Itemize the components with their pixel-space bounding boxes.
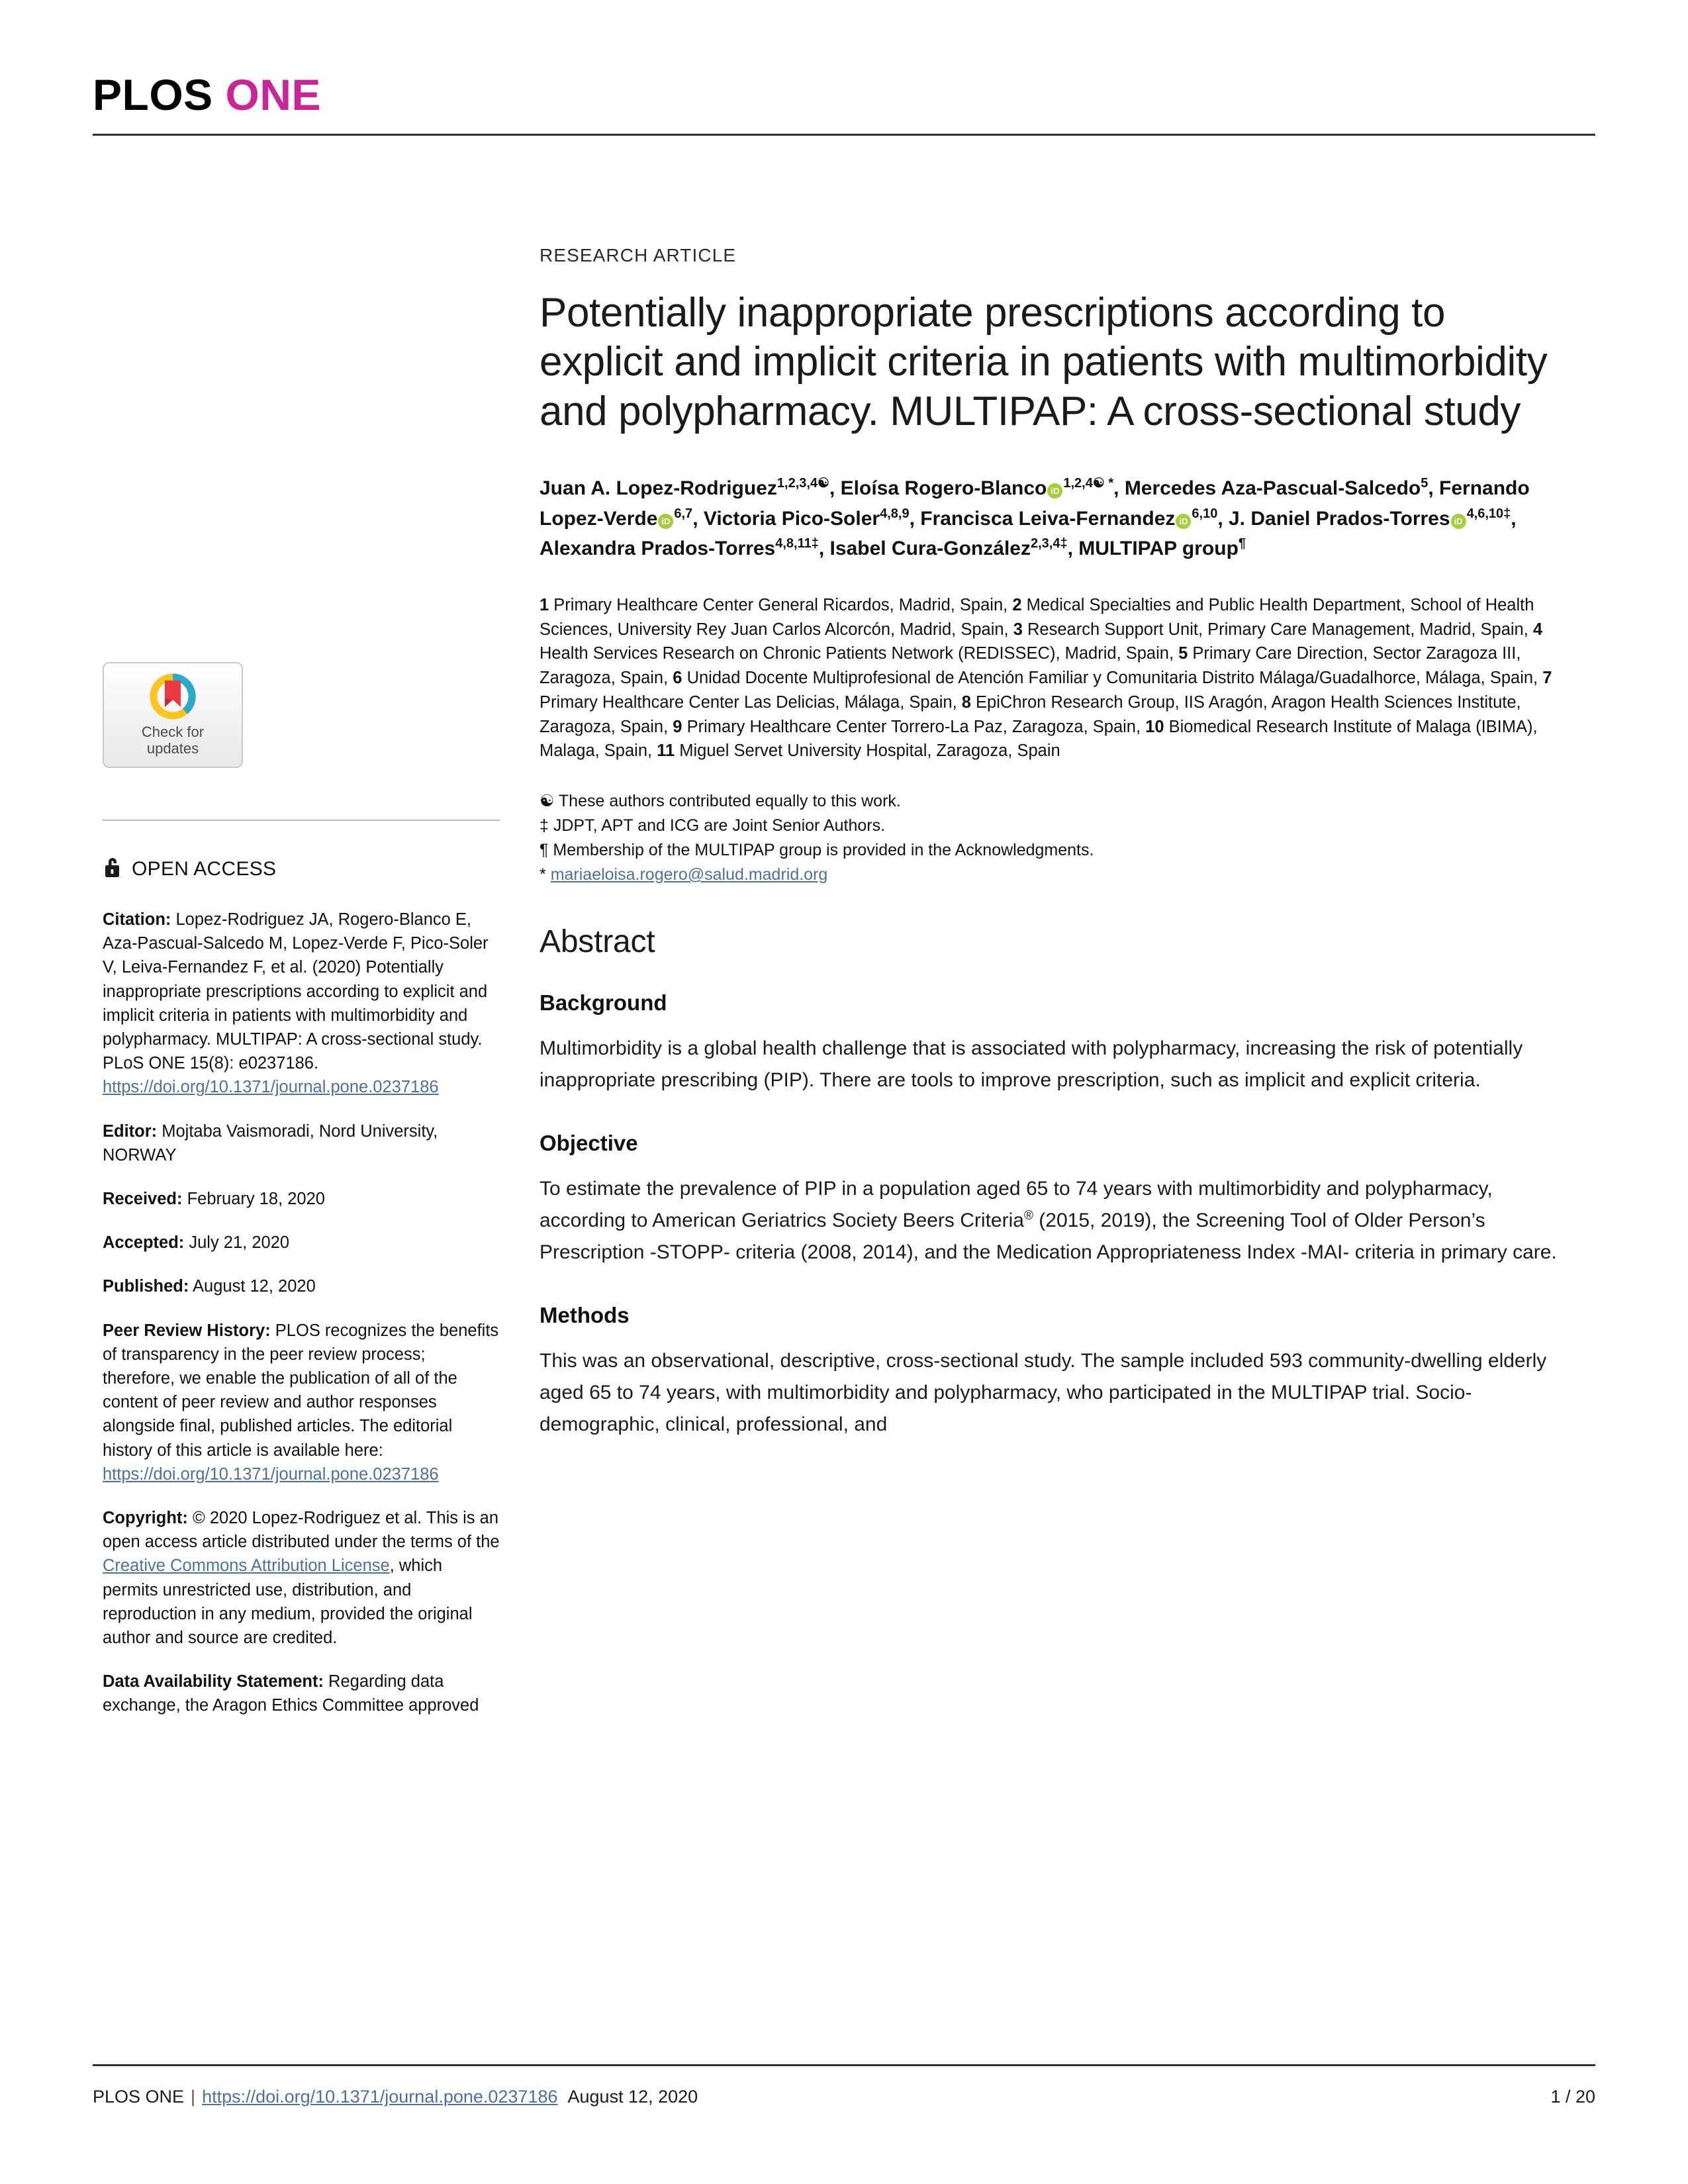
author-notes [539, 790, 1562, 886]
data-availability-block [103, 1670, 500, 1717]
author-name: Fernando Lopez-Verde [539, 477, 1530, 530]
logo-one-text: ONE [225, 70, 322, 119]
unlock-icon [103, 855, 122, 882]
sidebar-divider [103, 820, 500, 821]
sidebar [103, 662, 500, 1738]
abstract-methods-text: This was an observational, descriptive, cross-sectional study. The sample included 593 community-dwelling elderly aged 65 to 74 years, with multimorbidity and polypharmacy, who participated in the MULTIPAP trial. Socio-demographic, clinical, professional, and [539, 1349, 1547, 1435]
affiliation-number: 1 [539, 595, 549, 614]
author-list: Juan A. Lopez-Rodriguez$^{1,2,3,4☯}$, Eloísa Rogero-Blanco $iD^{1,2,4☯ *}$, Mercedes Aza-Pascual-Salcedo$^5$, Fernando Lopez-Verde iD$^{6,7}$, Victoria Pico-Soler$^{4,8,9}$, Francisca Leiva-Fernandez iD$^{6,10}$, J. Daniel Prados-Torres $iD^{4,6,10\ddagger}$, Alexandra Prados-Torres$^{4,8,11\ddagger}$, Isabel Cura-González$^{2,3,4\ddagger}$, MULTIPAP group¶ [539, 476, 1530, 560]
affiliation-number: 4 [1532, 620, 1543, 639]
abstract-objective-heading: Objective [539, 1130, 638, 1155]
main-content [539, 245, 1562, 1475]
open-access-badge [103, 855, 500, 882]
footer-journal-name: PLOS ONE [93, 2087, 185, 2107]
copyright-pre-text: © 2020 Lopez-Rodriguez et al. This is an open access article distributed under the terms of the [103, 1509, 500, 1552]
author-affiliation-marker: 6,10 [1192, 506, 1218, 521]
citation-text: Lopez-Rodriguez JA, Rogero-Blanco E, Aza-Pascual-Salcedo M, Lopez-Verde F, Pico-Soler V, Leiva-Fernandez F, et al. (2020) Potentially inappropriate prescriptions according to explicit and implicit criteria in patients with multimorbidity and polypharmacy. MULTIPAP: A cross-sectional study. PLoS ONE 15(8): e0237186. [103, 910, 489, 1073]
author-affiliation-marker: 4,6,10‡ [1466, 506, 1511, 521]
published-label: Published: [103, 1277, 189, 1296]
editor-text: Mojtaba Vaismoradi, Nord University, NORWAY [103, 1121, 438, 1164]
author-affiliation-marker: ¶ [1238, 536, 1246, 551]
footer-doi-link[interactable]: https://doi.org/10.1371/journal.pone.0237186 [202, 2087, 558, 2107]
editor-block [103, 1119, 500, 1167]
affiliation-number: 5 [1178, 644, 1188, 663]
page-footer [93, 2087, 1595, 2107]
author-affiliation-marker: 4,8,11‡ [775, 536, 819, 551]
sidebar-metadata [103, 908, 500, 1718]
affiliation-number: 10 [1145, 717, 1164, 736]
open-access-label: OPEN ACCESS [132, 857, 277, 880]
abstract-methods-heading: Methods [539, 1302, 630, 1327]
affiliation-text: Health Services Research on Chronic Patients Network (REDISSEC), Madrid, Spain, [539, 644, 1179, 663]
author-name: Isabel Cura-González [829, 538, 1031, 560]
crossmark-label [142, 724, 204, 757]
orcid-icon[interactable]: iD [1047, 483, 1062, 499]
peer-review-link[interactable]: https://doi.org/10.1371/journal.pone.0237186 [103, 1464, 439, 1484]
author-name: Juan A. Lopez-Rodriguez [539, 477, 777, 500]
copyright-post-text: , which permits unrestricted use, distribution, and reproduction in any medium, provided the original author and source are credited. [103, 1556, 473, 1648]
footer-divider-bar: | [191, 2087, 196, 2107]
corresponding-email-link[interactable]: mariaeloisa.rogero@salud.madrid.org [550, 865, 828, 884]
crossmark-line2: updates [146, 739, 199, 757]
plos-one-logo [93, 70, 1595, 119]
affiliation-text: Biomedical Research Institute of Malaga (IBIMA), Malaga, Spain, [539, 717, 1538, 761]
peer-review-label: Peer Review History: [103, 1321, 271, 1340]
affiliation-number: 6 [673, 669, 682, 688]
abstract-background-heading: Background [539, 990, 667, 1015]
masthead-divider [93, 134, 1595, 136]
creative-commons-link[interactable]: Creative Commons Attribution License [103, 1556, 390, 1576]
abstract-background-text: Multimorbidity is a global health challenge that is associated with polypharmacy, increasing the risk of potentially inappropriate prescribing (PIP). There are tools to improve prescription, such as implicit and explicit criteria. [539, 1037, 1523, 1091]
abstract-heading: Abstract [539, 924, 655, 959]
published-block [103, 1274, 500, 1298]
author-name: MULTIPAP group [1078, 538, 1239, 560]
author-name: Eloísa Rogero-Blanco [840, 477, 1047, 500]
objective-text-part1: To estimate the prevalence of PIP in a population aged 65 to 74 years with multimorbidity and polypharmacy, according to American Geriatrics Society Beers Criteria [539, 1177, 1493, 1231]
citation-doi-link[interactable]: https://doi.org/10.1371/journal.pone.0237186 [103, 1078, 439, 1097]
orcid-icon[interactable]: iD [658, 514, 673, 529]
objective-text-part2: (2015, 2019), the Screening Tool of Older Person’s Prescription -STOPP- criteria (2008, 2014), and the Medication Appropriateness Index -MAI- criteria in primary care. [539, 1209, 1557, 1263]
author-name: Alexandra Prados-Torres [539, 538, 776, 560]
footer-divider [93, 2064, 1595, 2066]
footer-page-number: 1 / 20 [1550, 2087, 1595, 2107]
peer-review-block [103, 1319, 500, 1486]
affiliation-text: Unidad Docente Multiprofesional de Atención Familiar y Comunitaria Distrito Málaga/Guadalhorce, Málaga, Spain, [682, 669, 1543, 688]
affiliation-number: 2 [1012, 595, 1022, 614]
author-name: J. Daniel Prados-Torres [1229, 507, 1450, 530]
page-title: Potentially inappropriate prescriptions according to explicit and implicit criteria in patients with multimorbidity and polypharmacy. MULTIPAP: A cross-sectional study [539, 290, 1548, 434]
data-availability-label: Data Availability Statement: [103, 1672, 324, 1691]
author-affiliation-marker: 5 [1421, 476, 1429, 491]
orcid-icon[interactable]: iD [1176, 514, 1191, 529]
affiliation-number: 3 [1013, 620, 1023, 639]
corresponding-email-line [539, 863, 1562, 886]
footer-date: August 12, 2020 [567, 2087, 698, 2107]
accepted-text: July 21, 2020 [189, 1233, 290, 1253]
data-availability-text: Regarding data exchange, the Aragon Ethics Committee approved [103, 1672, 479, 1715]
received-text: February 18, 2020 [187, 1190, 325, 1209]
logo-plos-text: PLOS [93, 70, 213, 119]
author-name: Victoria Pico-Soler [703, 507, 880, 530]
affiliation-number: 9 [673, 717, 682, 736]
abstract-objective-text [539, 1173, 1562, 1268]
affiliation-number: 8 [961, 692, 971, 712]
affiliation-text: EpiChron Research Group, IIS Aragón, Aragon Health Sciences Institute, Zaragoza, Spain, [539, 692, 1521, 736]
copyright-label: Copyright: [103, 1509, 188, 1528]
author-name: Francisca Leiva-Fernandez [920, 507, 1176, 530]
author-affiliation-marker: 1,2,4☯ * [1063, 476, 1114, 491]
received-label: Received: [103, 1190, 183, 1209]
note-group-membership: ¶ Membership of the MULTIPAP group is provided in the Acknowledgments. [539, 840, 1094, 859]
author-affiliation-marker: 2,3,4‡ [1030, 536, 1068, 551]
affiliation-text: Primary Healthcare Center Torrero-La Paz, Zaragoza, Spain, [682, 717, 1146, 736]
editor-label: Editor: [103, 1121, 158, 1141]
registered-trademark-mark: ® [1023, 1208, 1033, 1223]
article-type-kicker: RESEARCH ARTICLE [539, 245, 737, 265]
published-text: August 12, 2020 [193, 1277, 316, 1296]
masthead [93, 70, 1595, 136]
citation-label: Citation: [103, 910, 171, 929]
citation-block [103, 908, 500, 1100]
affiliation-text: Primary Care Direction, Sector Zaragoza III, Zaragoza, Spain, [539, 644, 1521, 688]
affiliation-text: Primary Healthcare Center General Ricardos, Madrid, Spain, [549, 595, 1013, 614]
crossmark-badge[interactable] [103, 662, 243, 768]
peer-review-text: PLOS recognizes the benefits of transparency in the peer review process; therefore, we enable the publication of all of the content of peer review and author responses alongside final, published articles. The editorial history of this article is available here: [103, 1321, 499, 1460]
affiliation-text: Research Support Unit, Primary Care Management, Madrid, Spain, [1022, 620, 1533, 639]
email-asterisk: * [539, 865, 551, 884]
footer-left [93, 2087, 698, 2107]
affiliation-text: Medical Specialties and Public Health Department, School of Health Sciences, University Rey Juan Carlos Alcorcón, Madrid, Spain, [539, 595, 1534, 639]
copyright-block [103, 1506, 500, 1650]
affiliation-number: 11 [657, 741, 675, 761]
crossmark-icon [148, 671, 198, 722]
author-affiliation-marker: 1,2,3,4☯ [776, 476, 829, 491]
author-affiliation-marker: 4,8,9 [880, 506, 910, 521]
received-block [103, 1187, 500, 1211]
note-senior-authors: ‡ JDPT, APT and ICG are Joint Senior Authors. [539, 816, 886, 835]
author-affiliation-marker: 6,7 [674, 506, 693, 521]
affiliation-number: 7 [1542, 669, 1552, 688]
affiliation-text: Miguel Servet University Hospital, Zaragoza, Spain [675, 741, 1060, 761]
orcid-icon[interactable]: iD [1451, 514, 1466, 529]
note-equal-contribution: ☯ These authors contributed equally to this work. [539, 791, 901, 810]
author-name: Mercedes Aza-Pascual-Salcedo [1124, 477, 1421, 500]
accepted-block [103, 1231, 500, 1255]
affiliation-text: Primary Healthcare Center Las Delicias, Málaga, Spain, [539, 692, 962, 712]
accepted-label: Accepted: [103, 1233, 185, 1253]
affiliation-list [539, 593, 1562, 763]
crossmark-line1: Check for [141, 724, 205, 740]
